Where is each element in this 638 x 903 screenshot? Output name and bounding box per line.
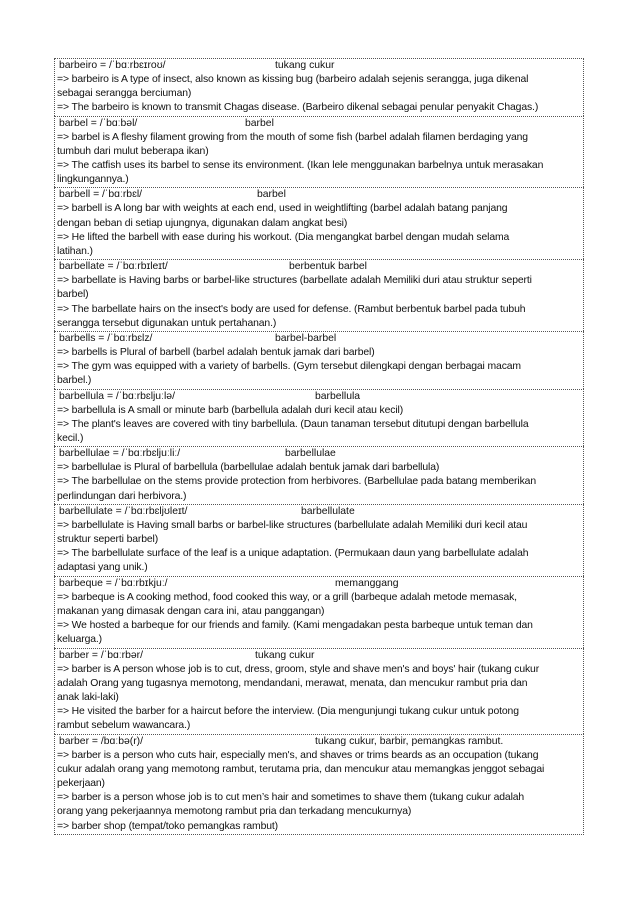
definition-line: => barbeiro is A type of insect, also known as kissing bug (barbeiro adalah sejenis serangga, juga dikenal bbox=[57, 74, 529, 85]
translation: barbel bbox=[245, 117, 274, 129]
definition-line: latihan.) bbox=[57, 246, 93, 258]
translation: berbentuk barbel bbox=[289, 261, 367, 273]
definition-line: lingkungannya.) bbox=[57, 174, 129, 186]
definition-line: => barber is a person whose job is to cut men’s hair and sometimes to shave them (tukang cukur adalah bbox=[57, 792, 525, 804]
definition-line: => He visited the barber for a haircut before the interview. (Dia mengunjungi tukang cukur untuk potong bbox=[57, 706, 519, 718]
dictionary-entry bbox=[54, 504, 584, 576]
definition-line: adalah Orang yang tugasnya memotong, mendandani, merawat, menata, dan mencukur rambut pria dan bbox=[57, 677, 528, 689]
definition-line: rambut sebelum wawancara.) bbox=[57, 720, 191, 732]
definition-line: barbel) bbox=[57, 289, 89, 301]
definition-line: => The barbellulae on the stems provide protection from herbivores. (Barbellulae pada batang memberikan bbox=[57, 476, 536, 488]
definition-line: barbel.) bbox=[57, 375, 92, 387]
headword-pronunciation: barbellulate = /ˈbɑːrbɛljʊleɪt/ bbox=[59, 505, 188, 517]
translation: barbel bbox=[257, 189, 286, 201]
definition-line: => barbellulate is Having small barbs or barbel-like structures (barbellulate adalah Memiliki duri kecil atau bbox=[57, 519, 528, 531]
translation: barbellula bbox=[315, 390, 361, 402]
entry-header bbox=[57, 117, 582, 131]
definition-line: => The catfish uses its barbel to sense its environment. (Ikan lele menggunakan barbelnya untuk merasakan bbox=[57, 160, 544, 172]
translation: tukang cukur bbox=[275, 60, 335, 71]
definition-line: => barbellulae is Plural of barbellula (barbellulae adalah bentuk jamak dari barbellula) bbox=[57, 462, 440, 474]
definition-line: cukur adalah orang yang memotong rambut, terutama pria, dan mencukur atau memangkas jenggot sebagai bbox=[57, 763, 545, 775]
entry-header bbox=[57, 447, 582, 461]
entry-header bbox=[57, 188, 582, 202]
headword-pronunciation: barbell = /ˈbɑːrbɛl/ bbox=[59, 189, 143, 201]
headword-pronunciation: barbellate = /ˈbɑːrbɪleɪt/ bbox=[59, 261, 168, 273]
definition-line: serangga tersebut digunakan untuk pertahanan.) bbox=[57, 317, 277, 329]
definition-line: sebagai serangga berciuman) bbox=[57, 88, 192, 100]
definition-line: anak laki-laki) bbox=[57, 691, 119, 703]
definition-line: perlindungan dari herbivora.) bbox=[57, 490, 187, 502]
headword-pronunciation: barber = /ˈbɑːrbər/ bbox=[59, 649, 144, 661]
dictionary-page bbox=[54, 58, 584, 835]
definition-line: => barbell is A long bar with weights at each end, used in weightlifting (barbel adalah batang panjang bbox=[57, 203, 508, 215]
headword-pronunciation: barbells = /ˈbɑːrbɛlz/ bbox=[59, 333, 153, 345]
definition-line: => barber is A person whose job is to cut, dress, groom, style and shave men's and boys' hair (tukang cukur bbox=[57, 663, 540, 675]
entry-header bbox=[57, 332, 582, 346]
definition-line: => The barbellate hairs on the insect's body are used for defense. (Rambut berbentuk barbel pada tubuh bbox=[57, 303, 526, 315]
entry-header bbox=[57, 649, 582, 663]
definition-line: kecil.) bbox=[57, 433, 84, 445]
definition-line: orang yang pekerjaannya memotong rambut pria dan terkadang mencukurnya) bbox=[57, 806, 412, 818]
definition-line: => barbells is Plural of barbell (barbel adalah bentuk jamak dari barbel) bbox=[57, 347, 375, 359]
headword-pronunciation: barbel = /ˈbɑːbəl/ bbox=[59, 117, 138, 129]
dictionary-entry bbox=[54, 576, 584, 648]
definition-line: => barbellate is Having barbs or barbel-like structures (barbellate adalah Memiliki duri atau struktur seperti bbox=[57, 275, 532, 287]
definition-line: makanan yang dimasak dengan cara ini, atau panggangan) bbox=[57, 605, 325, 617]
entry-header bbox=[57, 505, 582, 519]
dictionary-entry bbox=[54, 446, 584, 504]
dictionary-entry bbox=[54, 734, 584, 835]
definition-line: => barbel is A fleshy filament growing from the mouth of some fish (barbel adalah filamen berdaging yang bbox=[57, 131, 528, 143]
definition-line: tumbuh dari mulut beberapa ikan) bbox=[57, 145, 209, 157]
translation: memanggang bbox=[335, 577, 399, 589]
entry-header bbox=[57, 390, 582, 404]
headword-pronunciation: barbeque = /ˈbɑːrbɪkjuː/ bbox=[59, 577, 168, 589]
definition-line: dengan beban di setiap ujungnya, digunakan dalam angkat besi) bbox=[57, 217, 348, 229]
definition-line: => The gym was equipped with a variety of barbells. (Gym tersebut dilengkapi dengan berbagai macam bbox=[57, 361, 521, 373]
headword-pronunciation: barbellulae = /ˈbɑːrbɛljuːliː/ bbox=[59, 448, 181, 460]
definition-line: => barbeque is A cooking method, food cooked this way, or a grill (barbeque adalah metode memasak, bbox=[57, 591, 517, 603]
headword-pronunciation: barbellula = /ˈbɑːrbɛljuːlə/ bbox=[59, 390, 175, 402]
translation: barbellulate bbox=[301, 505, 355, 517]
definition-line: pekerjaan) bbox=[57, 777, 105, 789]
definition-line: => He lifted the barbell with ease during his workout. (Dia mengangkat barbel dengan mudah selama bbox=[57, 231, 510, 243]
definition-line: => The barbellulate surface of the leaf is a unique adaptation. (Permukaan daun yang barbellulate adalah bbox=[57, 548, 529, 560]
definition-line: adaptasi yang unik.) bbox=[57, 562, 148, 574]
translation: tukang cukur bbox=[255, 649, 315, 661]
translation: barbellulae bbox=[285, 448, 336, 460]
definition-line: => The plant's leaves are covered with tiny barbellula. (Daun tanaman tersebut ditutupi dengan barbellula bbox=[57, 418, 529, 430]
definition-line: struktur seperti barbel) bbox=[57, 534, 159, 546]
dictionary-entry bbox=[54, 648, 584, 734]
translation: tukang cukur, barbir, pemangkas rambut. bbox=[315, 735, 504, 747]
entry-header bbox=[57, 260, 582, 274]
headword-pronunciation: barbeiro = /ˈbɑːrbɛɪroʊ/ bbox=[59, 60, 166, 71]
definition-line: => barber shop (tempat/toko pemangkas rambut) bbox=[57, 820, 279, 832]
definition-line: keluarga.) bbox=[57, 634, 103, 646]
entry-header bbox=[57, 59, 582, 73]
dictionary-entry bbox=[54, 187, 584, 259]
definition-line: => barbellula is A small or minute barb (barbellula adalah duri kecil atau kecil) bbox=[57, 404, 404, 416]
dictionary-entry bbox=[54, 389, 584, 447]
translation: barbel-barbel bbox=[275, 333, 337, 345]
dictionary-entry bbox=[54, 331, 584, 389]
dictionary-entry bbox=[54, 58, 584, 116]
entry-header bbox=[57, 735, 582, 749]
dictionary-entry bbox=[54, 259, 584, 331]
entry-header bbox=[57, 577, 582, 591]
headword-pronunciation: barber = /bɑːbə(r)/ bbox=[59, 735, 144, 747]
definition-line: => The barbeiro is known to transmit Chagas disease. (Barbeiro dikenal sebagai penular penyakit Chagas.) bbox=[57, 102, 539, 114]
dictionary-entry bbox=[54, 116, 584, 188]
definition-line: => barber is a person who cuts hair, especially men's, and shaves or trims beards as an occupation (tukang bbox=[57, 749, 539, 761]
definition-line: => We hosted a barbeque for our friends and family. (Kami mengadakan pesta barbeque untuk teman dan bbox=[57, 620, 533, 632]
